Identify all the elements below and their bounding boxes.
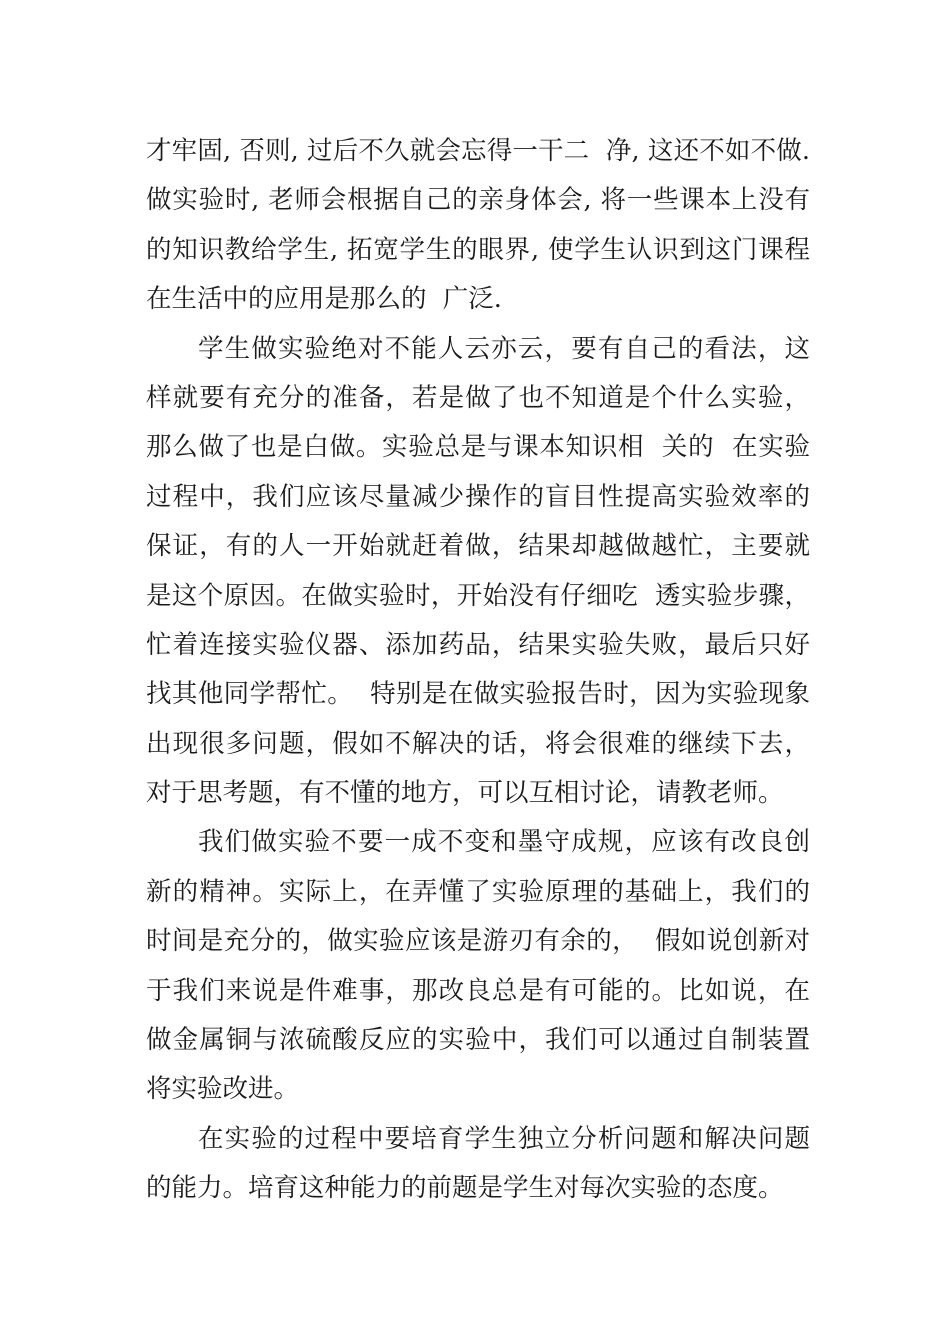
paragraph — [146, 325, 810, 819]
paragraph — [146, 1115, 810, 1214]
text-line: 在实验的过程中要培育学生独立分析问题和解决问题 — [198, 1123, 810, 1154]
text-line: 时间是充分的，做实验应该是游刃有余的， 假如说创新对 — [146, 926, 810, 957]
text-line: 在生活中的应用是那么的 广泛. — [146, 284, 502, 315]
text-line: 出现很多问题，假如不解决的话，将会很难的继续下去， — [146, 728, 810, 759]
text-line: 那么做了也是白做。实验总是与课本知识相 关的 在实验 — [146, 432, 810, 463]
text-line: 保证，有的人一开始就赶着做，结果却越做越忙，主要就 — [146, 531, 810, 562]
paragraph-continuation — [146, 127, 810, 325]
text-line: 我们做实验不要一成不变和墨守成规，应该有改良创 — [198, 827, 810, 858]
text-line: 忙着连接实验仪器、添加药品，结果实验失败，最后只好 — [146, 629, 810, 660]
document-body — [146, 127, 810, 1214]
text-line: 才牢固, 否则, 过后不久就会忘得一干二 净, 这还不如不做. — [146, 136, 810, 166]
text-line: 样就要有充分的准备，若是做了也不知道是个什么实验， — [146, 382, 810, 413]
text-line: 学生做实验绝对不能人云亦云，要有自己的看法，这 — [198, 333, 810, 364]
text-line: 找其他同学帮忙。 特别是在做实验报告时，因为实验现象 — [146, 679, 810, 710]
text-line: 做实验时, 老师会根据自己的亲身体会, 将一些课本上没有 — [146, 185, 810, 216]
text-line: 过程中，我们应该尽量减少操作的盲目性提高实验效率的 — [146, 481, 810, 512]
text-line: 的能力。培育这种能力的前题是学生对每次实验的态度。 — [146, 1173, 784, 1204]
text-line: 对于思考题，有不懂的地方，可以互相讨论，请教老师。 — [146, 778, 784, 809]
text-line: 新的精神。实际上，在弄懂了实验原理的基础上，我们的 — [146, 876, 810, 907]
text-line: 做金属铜与浓硫酸反应的实验中，我们可以通过自制装置 — [146, 1025, 810, 1056]
paragraph — [146, 818, 810, 1114]
text-line: 是这个原因。在做实验时，开始没有仔细吃 透实验步骤， — [146, 580, 810, 611]
text-line: 的知识教给学生, 拓宽学生的眼界, 使学生认识到这门课程 — [146, 234, 810, 265]
text-line: 于我们来说是件难事，那改良总是有可能的。比如说，在 — [146, 975, 810, 1006]
text-line: 将实验改进。 — [146, 1074, 300, 1105]
